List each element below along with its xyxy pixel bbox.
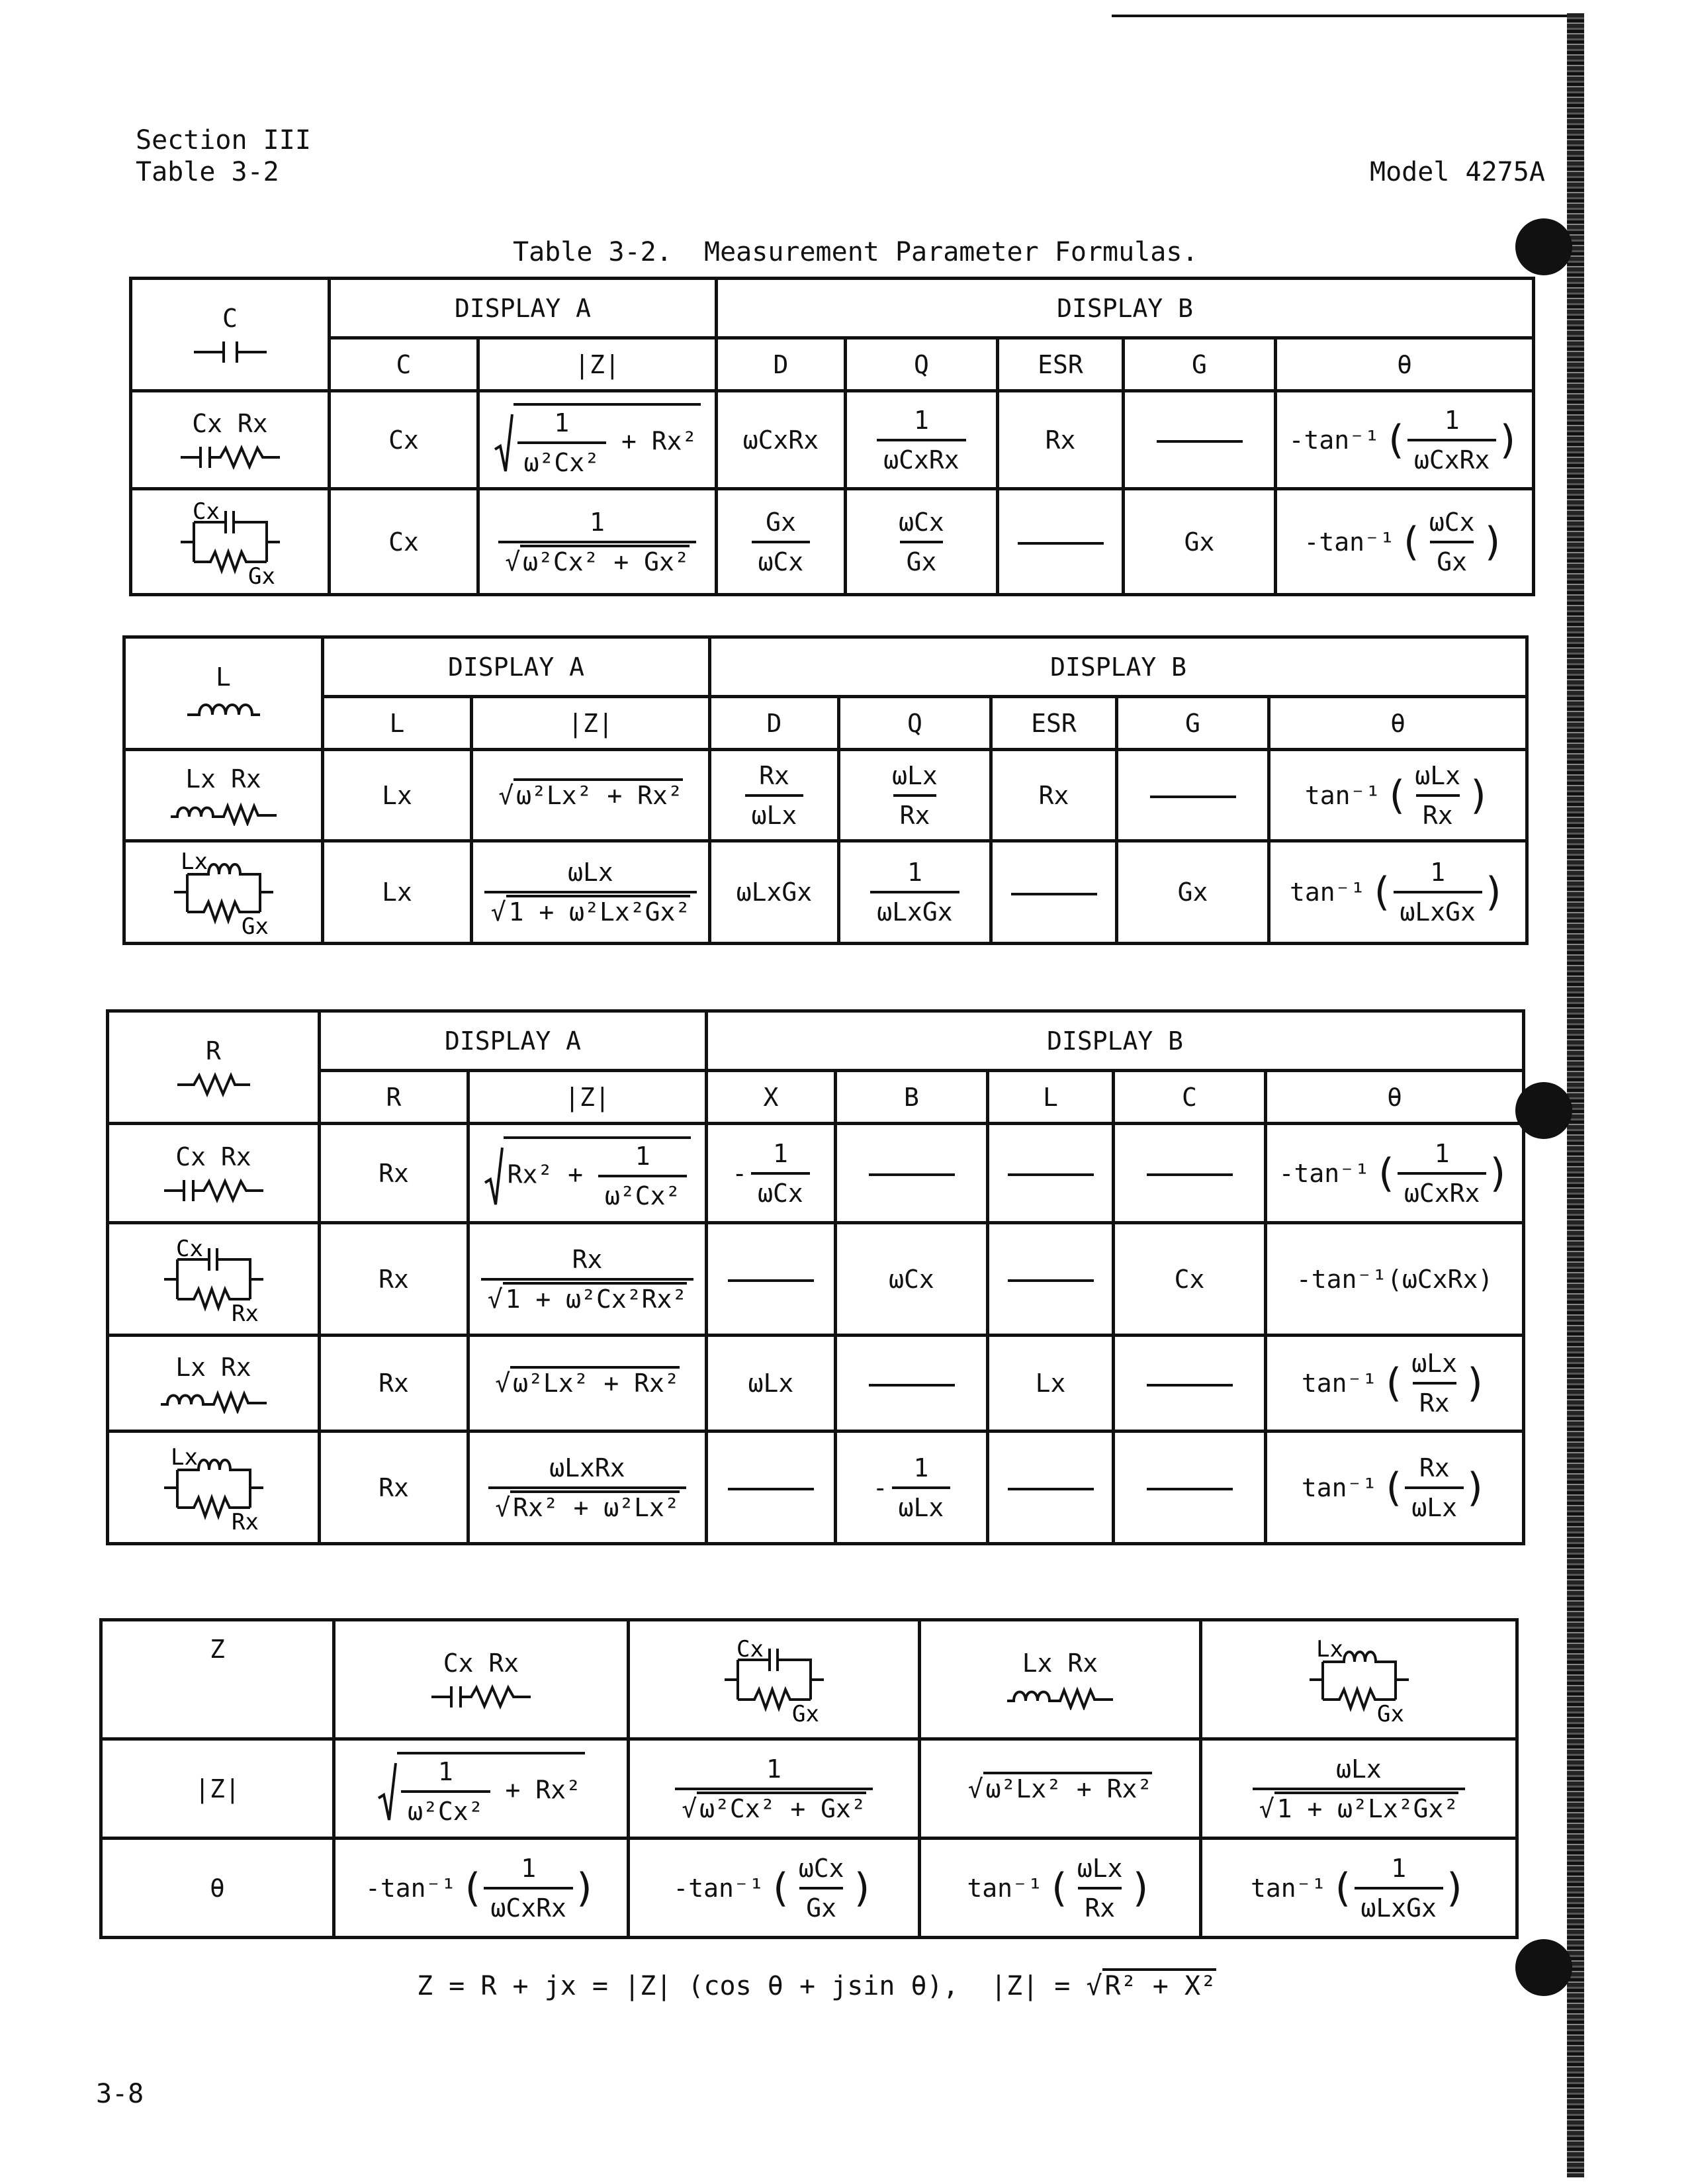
series-cap-res-icon xyxy=(164,1177,263,1204)
circuit-label: Gx xyxy=(241,913,269,935)
cell-value: Lx xyxy=(988,1336,1114,1432)
formula-text: Z = R + jx = |Z| (cos θ + jsin θ), |Z| = xyxy=(417,1971,1087,2001)
parallel-ind-cond-icon xyxy=(167,849,280,935)
parallel-cg-circuit xyxy=(629,1620,920,1739)
denominator: ωCx xyxy=(751,1172,810,1208)
dash xyxy=(1147,1488,1233,1490)
numerator: 1 xyxy=(554,408,570,437)
cell-value: Cx xyxy=(1114,1223,1266,1336)
function-name: tan⁻¹ xyxy=(1301,1473,1378,1502)
denominator: ω²Cx² xyxy=(401,1790,490,1826)
formula-cell: -tan⁻¹ ( $\frac{1}{\text{ωCxRx}}$ ) xyxy=(1276,391,1534,489)
denominator: Rx xyxy=(1078,1887,1122,1923)
formula-cell: √ ω²Lx² + Rx² xyxy=(468,1336,707,1432)
empty-cell xyxy=(836,1124,988,1223)
col-header: |Z| xyxy=(472,697,710,750)
formula-cell xyxy=(468,1124,707,1223)
dash xyxy=(1150,796,1236,798)
circuit-label: Cx Rx xyxy=(443,1649,519,1678)
formula-term: ω²Lx² + Rx² xyxy=(513,778,683,810)
dash xyxy=(1008,1488,1094,1490)
formula-cell xyxy=(836,1432,988,1544)
formula-cell xyxy=(710,750,839,841)
dash xyxy=(869,1384,955,1387)
empty-cell xyxy=(988,1223,1114,1336)
circuit-label: Cx xyxy=(192,498,220,525)
binder-hole xyxy=(1515,1939,1572,1996)
denominator: ωLx xyxy=(745,794,804,830)
col-header: C xyxy=(1114,1071,1266,1124)
numerator: 1 xyxy=(907,858,922,887)
denominator: ωCxRx xyxy=(484,1887,572,1923)
model-label: Model 4275A xyxy=(1370,157,1545,187)
circuit-label: Rx xyxy=(230,764,261,794)
formula-cell: $\frac{1}{\text{√ ω²Cx² + Gx²}}$ xyxy=(478,489,717,595)
numerator: 1 xyxy=(914,405,929,435)
cell-value: Rx xyxy=(320,1432,468,1544)
radical-sign xyxy=(484,1146,504,1206)
function-name: tan⁻¹ xyxy=(1290,878,1366,907)
series-ind-res-icon xyxy=(161,1387,267,1414)
col-header: |Z| xyxy=(468,1071,707,1124)
denominator: Gx xyxy=(900,541,944,576)
series-cap-res-icon xyxy=(181,444,280,471)
col-header: θ xyxy=(1276,338,1534,391)
numerator: ωCx xyxy=(798,1853,844,1883)
denominator: 1 + ω²Lx²Gx² xyxy=(506,895,691,927)
cell-value: Rx xyxy=(320,1124,468,1223)
res-corner-label: R xyxy=(206,1036,221,1066)
parallel-lg-circuit xyxy=(1201,1620,1517,1739)
circuit-label: Gx xyxy=(1376,1700,1404,1723)
denominator: Rx xyxy=(1416,794,1460,830)
series-ind-res-icon xyxy=(171,799,277,826)
empty-cell xyxy=(988,1124,1114,1223)
col-header: L xyxy=(323,697,472,750)
dash xyxy=(1011,893,1097,895)
dash xyxy=(1157,440,1243,443)
formula-cell: tan⁻¹ ( $\frac{\text{ωLx}}{Rx}$ ) xyxy=(1269,750,1527,841)
formula-term: Rx² + xyxy=(507,1160,584,1189)
formula-cell: -tan⁻¹ ( $\frac{\text{ωCx}}{Gx}$ ) xyxy=(1276,489,1534,595)
denominator: 1 + ω²Lx²Gx² xyxy=(1274,1792,1459,1823)
parallel-cap-cond-icon xyxy=(174,499,287,585)
empty-cell xyxy=(991,841,1117,944)
formula-cell xyxy=(334,1739,629,1839)
cell-value: Cx xyxy=(330,489,478,595)
formula-cell: $\frac{\text{ωLxRx}}{\text{√ Rx² + ω²Lx²}}$ xyxy=(468,1432,707,1544)
ind-corner-label: L xyxy=(216,662,231,692)
formula-cell xyxy=(478,391,717,489)
numerator: ωLx xyxy=(568,858,613,887)
z-corner: Z xyxy=(101,1620,334,1739)
formula-cell xyxy=(846,489,998,595)
empty-cell xyxy=(998,489,1124,595)
denominator: Gx xyxy=(799,1887,843,1923)
function-name: tan⁻¹ xyxy=(1304,780,1381,810)
cell-value: Cx xyxy=(330,391,478,489)
numerator: 1 xyxy=(766,1754,781,1784)
cell-value: -tan⁻¹(ωCxRx) xyxy=(1266,1223,1524,1336)
numerator: 1 xyxy=(1434,1138,1450,1168)
cell-value: Rx xyxy=(320,1223,468,1336)
cell-value: Gx xyxy=(1124,489,1276,595)
dash xyxy=(1147,1173,1233,1176)
series-rc-circuit xyxy=(108,1124,320,1223)
page-edge-shadow xyxy=(1567,13,1584,2177)
series-lr-circuit xyxy=(124,750,323,841)
col-header: |Z| xyxy=(478,338,717,391)
formula-cell xyxy=(839,841,991,944)
denominator: ωLxGx xyxy=(1394,891,1482,927)
col-header: Q xyxy=(846,338,998,391)
formula-cell: $\frac{1}{\text{√ ω²Cx² + Gx²}}$ xyxy=(629,1739,920,1839)
capacitor-icon xyxy=(194,339,267,365)
series-ind-res-icon xyxy=(1007,1684,1113,1710)
ind-corner xyxy=(124,637,323,750)
page-top-rule xyxy=(1112,15,1575,17)
formula-term: + Rx² xyxy=(621,426,697,455)
display-a-header: DISPLAY A xyxy=(330,279,717,338)
dash xyxy=(728,1279,814,1282)
function-name: tan⁻¹ xyxy=(1250,1873,1327,1903)
col-header: θ xyxy=(1269,697,1527,750)
dash xyxy=(728,1488,814,1490)
denominator: Rx xyxy=(1413,1382,1456,1418)
numerator: 1 xyxy=(1430,858,1446,887)
col-header: G xyxy=(1124,338,1276,391)
numerator: 1 xyxy=(590,507,605,537)
empty-cell xyxy=(707,1432,836,1544)
dash xyxy=(1018,542,1104,545)
col-header: D xyxy=(717,338,846,391)
numerator: ωLx xyxy=(1077,1853,1123,1883)
capacitance-table xyxy=(129,277,1535,596)
numerator: ωCx xyxy=(1429,507,1475,537)
formula-cell xyxy=(717,489,846,595)
cap-corner xyxy=(131,279,330,391)
circuit-label: Lx Rx xyxy=(175,1352,251,1382)
col-header: G xyxy=(1117,697,1269,750)
col-header: θ xyxy=(1266,1071,1524,1124)
inductance-table xyxy=(122,635,1529,945)
page-number: 3-8 xyxy=(96,2079,144,2109)
radical-sign xyxy=(494,413,513,473)
parallel-cg-circuit xyxy=(131,489,330,595)
circuit-label: Rx xyxy=(231,1300,259,1322)
dash xyxy=(869,1173,955,1176)
series-lr-circuit xyxy=(920,1620,1201,1739)
denominator: ωCxRx xyxy=(1407,439,1496,475)
parallel-cap-res-icon xyxy=(157,1236,270,1322)
col-header: B xyxy=(836,1071,988,1124)
function-name: -tan⁻¹ xyxy=(1278,1158,1370,1188)
binder-hole xyxy=(1515,218,1572,275)
denominator: ω²Cx² + Gx² xyxy=(520,545,690,576)
function-name: -tan⁻¹ xyxy=(1304,527,1395,557)
numerator: ωLx xyxy=(1336,1754,1382,1784)
empty-cell xyxy=(836,1336,988,1432)
numerator: ωCx xyxy=(899,507,944,537)
impedance-table xyxy=(99,1618,1519,1939)
formula-term: + Rx² xyxy=(505,1775,581,1804)
parallel-ind-res-icon xyxy=(157,1445,270,1531)
res-corner xyxy=(108,1011,320,1124)
cell-value: Gx xyxy=(1117,841,1269,944)
impedance-formula: Z = R + jx = |Z| (cos θ + jsin θ), |Z| = √ R² + X² xyxy=(417,1971,1216,2001)
formula-cell: $\frac{Rx}{\text{√ 1 + ω²Cx²Rx²}}$ xyxy=(468,1223,707,1336)
formula-cell xyxy=(846,391,998,489)
parallel-rc-circuit xyxy=(108,1223,320,1336)
numerator: 1 xyxy=(913,1453,929,1482)
series-rc-circuit xyxy=(131,391,330,489)
dash xyxy=(1008,1173,1094,1176)
row-label-z: |Z| xyxy=(101,1739,334,1839)
cell-value: Rx xyxy=(320,1336,468,1432)
display-b-header: DISPLAY B xyxy=(717,279,1534,338)
dash xyxy=(1008,1279,1094,1282)
formula-cell: √ ω²Lx² + Rx² xyxy=(920,1739,1201,1839)
formula-cell: √ ω²Lx² + Rx² xyxy=(472,750,710,841)
series-rc-circuit xyxy=(334,1620,629,1739)
cell-value: Lx xyxy=(323,841,472,944)
formula-cell: tan⁻¹ ( $\frac{1}{\text{ωLxGx}}$ ) xyxy=(1269,841,1527,944)
formula-term: R² + X² xyxy=(1102,1968,1217,2001)
formula-cell: tan⁻¹ ( $\frac{Rx}{\text{ωLx}}$ ) xyxy=(1266,1432,1524,1544)
formula-cell: tan⁻¹ ( $\frac{\text{ωLx}}{Rx}$ ) xyxy=(920,1839,1201,1938)
numerator: Rx xyxy=(759,760,789,790)
empty-cell xyxy=(707,1223,836,1336)
numerator: ωLx xyxy=(1411,1349,1458,1378)
display-a-header: DISPLAY A xyxy=(323,637,710,697)
dash xyxy=(1147,1384,1233,1387)
function-name: tan⁻¹ xyxy=(1301,1369,1378,1398)
function-name: -tan⁻¹ xyxy=(673,1873,764,1903)
circuit-label: Lx Rx xyxy=(1022,1649,1098,1678)
numerator: Gx xyxy=(766,507,796,537)
denominator: ω²Cx² xyxy=(598,1175,687,1210)
resistance-table xyxy=(106,1009,1525,1545)
numerator: ωLx xyxy=(1415,760,1461,790)
formula-cell: -tan⁻¹ ( $\frac{\text{ωCx}}{Gx}$ ) xyxy=(629,1839,920,1938)
circuit-label: Gx xyxy=(247,563,275,585)
col-header: Q xyxy=(839,697,991,750)
empty-cell xyxy=(1117,750,1269,841)
circuit-label: Lx xyxy=(1315,1636,1343,1662)
col-header: X xyxy=(707,1071,836,1124)
formula-cell xyxy=(707,1124,836,1223)
resistor-icon xyxy=(177,1071,250,1098)
denominator: Gx xyxy=(1430,541,1474,576)
denominator: 1 + ω²Cx²Rx² xyxy=(503,1282,688,1314)
col-header: L xyxy=(988,1071,1114,1124)
circuit-label: Cx xyxy=(736,1636,764,1662)
col-header: R xyxy=(320,1071,468,1124)
formula-cell: $\frac{\text{ωLx}}{\text{√ 1 + ω²Lx²Gx²}}$ xyxy=(1201,1739,1517,1839)
denominator: ω²Cx² xyxy=(517,441,606,477)
denominator: ωLxGx xyxy=(870,891,959,927)
col-header: C xyxy=(330,338,478,391)
numerator: 1 xyxy=(1444,405,1460,435)
col-header: D xyxy=(710,697,839,750)
circuit-label: Cx xyxy=(175,1236,203,1262)
formula-cell: -tan⁻¹ ( $\frac{1}{\text{ωCxRx}}$ ) xyxy=(1266,1124,1524,1223)
cell-value: Lx xyxy=(323,750,472,841)
empty-cell xyxy=(1114,1432,1266,1544)
cell-value: ωLx xyxy=(707,1336,836,1432)
circuit-label: Lx xyxy=(180,849,208,875)
parallel-lr-circuit xyxy=(108,1432,320,1544)
circuit-label: Gx xyxy=(791,1700,819,1723)
series-lr-circuit xyxy=(108,1336,320,1432)
col-header: ESR xyxy=(998,338,1124,391)
circuit-label: Lx xyxy=(185,764,216,794)
function-name: -tan⁻¹ xyxy=(365,1873,457,1903)
denominator: ωLxGx xyxy=(1355,1887,1443,1923)
cell-value: ωCx xyxy=(836,1223,988,1336)
empty-cell xyxy=(1124,391,1276,489)
table-label: Table 3-2 xyxy=(136,157,279,187)
sign: - xyxy=(732,1158,748,1188)
denominator: ωLx xyxy=(892,1486,951,1522)
cell-value: Rx xyxy=(991,750,1117,841)
radical-sign xyxy=(377,1762,397,1821)
numerator: ωLx xyxy=(892,760,938,790)
cell-value: Rx xyxy=(998,391,1124,489)
display-b-header: DISPLAY B xyxy=(707,1011,1524,1071)
cell-value: ωLxGx xyxy=(710,841,839,944)
circuit-label: Cx Rx xyxy=(192,409,268,439)
denominator: Rx² + ω²Lx² xyxy=(510,1490,680,1522)
circuit-label: Rx xyxy=(231,1508,259,1531)
col-header: ESR xyxy=(991,697,1117,750)
empty-cell xyxy=(1114,1336,1266,1432)
numerator: Rx xyxy=(1419,1453,1450,1482)
row-label-theta: θ xyxy=(101,1839,334,1938)
parallel-lg-circuit xyxy=(124,841,323,944)
denominator: ωLx xyxy=(1405,1486,1464,1522)
formula-term: ω²Lx² + Rx² xyxy=(983,1772,1153,1803)
empty-cell xyxy=(988,1432,1114,1544)
inductor-icon xyxy=(187,698,260,724)
parallel-ind-cond-icon xyxy=(1303,1637,1415,1723)
cap-corner-label: C xyxy=(222,304,238,334)
function-name: -tan⁻¹ xyxy=(1288,425,1380,455)
denominator: Rx xyxy=(893,794,937,830)
display-a-header: DISPLAY A xyxy=(320,1011,707,1071)
numerator: ωLxRx xyxy=(549,1453,625,1482)
parallel-cap-cond-icon xyxy=(718,1637,830,1723)
series-cap-res-icon xyxy=(431,1684,531,1710)
formula-cell: -tan⁻¹ ( $\frac{1}{\text{ωCxRx}}$ ) xyxy=(334,1839,629,1938)
formula-cell: tan⁻¹ ( $\frac{1}{\text{ωLxGx}}$ ) xyxy=(1201,1839,1517,1938)
denominator: ω²Cx² + Gx² xyxy=(697,1792,866,1823)
denominator: ωCxRx xyxy=(1398,1172,1486,1208)
numerator: 1 xyxy=(635,1141,650,1171)
table-title: Table 3-2. Measurement Parameter Formulas. xyxy=(513,237,1198,267)
formula-cell xyxy=(839,750,991,841)
section-label: Section III xyxy=(136,125,311,156)
numerator: 1 xyxy=(1391,1853,1407,1883)
circuit-label: Lx xyxy=(170,1444,198,1471)
sign: - xyxy=(872,1473,888,1502)
function-name: tan⁻¹ xyxy=(967,1873,1043,1903)
numerator: 1 xyxy=(773,1138,788,1168)
empty-cell xyxy=(1114,1124,1266,1223)
formula-cell: $\frac{\text{ωLx}}{\text{√ 1 + ω²Lx²Gx²}}$ xyxy=(472,841,710,944)
formula-cell: tan⁻¹ ( $\frac{\text{ωLx}}{Rx}$ ) xyxy=(1266,1336,1524,1432)
denominator: ωCx xyxy=(752,541,811,576)
numerator: 1 xyxy=(521,1853,537,1883)
circuit-label: Cx Rx xyxy=(175,1142,251,1172)
numerator: Rx xyxy=(572,1244,603,1274)
denominator: ωCxRx xyxy=(877,439,965,475)
display-b-header: DISPLAY B xyxy=(710,637,1527,697)
formula-term: ω²Lx² + Rx² xyxy=(510,1366,680,1398)
cell-value: ωCxRx xyxy=(717,391,846,489)
numerator: 1 xyxy=(437,1756,453,1786)
